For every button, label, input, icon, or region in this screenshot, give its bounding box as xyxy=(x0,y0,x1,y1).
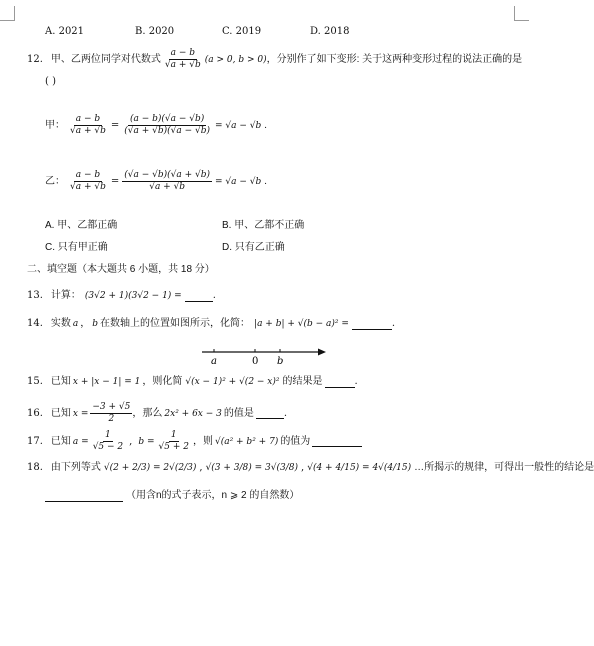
answer-blank[interactable] xyxy=(312,436,362,447)
q12-stem-text: 甲、乙两位同学对代数式 xyxy=(50,53,161,65)
q12-option-d: D. 只有乙正确 xyxy=(222,242,285,253)
q17-text: 已知 xyxy=(50,435,71,447)
q16-variable: x = xyxy=(72,408,89,419)
q18-equation-2: √(3 + 3/8) = 3√(3/8) xyxy=(205,463,299,473)
var-b: b xyxy=(92,319,99,329)
label-b: b xyxy=(277,356,284,367)
q12-option-a: A. 甲、乙都正确 xyxy=(45,220,118,231)
q12-condition: (a > 0, b > 0) xyxy=(204,54,267,65)
q17-expression: √(a² + b² + 7) xyxy=(214,436,279,447)
q18-text-2: …所揭示的规律，可得出一般性的结论是 xyxy=(414,462,594,473)
q14-text-3: 在数轴上的位置如图所示，化简： xyxy=(100,318,251,329)
fraction-denominator: √a + √b xyxy=(70,126,106,136)
q17-text-3: 的值为 xyxy=(280,435,311,447)
q11-option-a: A. 2021 xyxy=(45,26,85,37)
fraction-denominator: (√a + √b)(√a − √b) xyxy=(124,126,211,136)
q15-text-2: ，则化简 xyxy=(142,376,183,387)
q15-text-3: 的结果是 xyxy=(282,376,323,387)
q16-end: . xyxy=(283,407,288,419)
number-line-arrow xyxy=(318,349,326,356)
q16-text-3: 的值是 xyxy=(223,407,254,419)
fraction-numerator: a − b xyxy=(75,170,101,180)
q15-end: . xyxy=(354,376,358,387)
fraction-numerator: a − b xyxy=(75,114,101,124)
q12-jia-derivation: 甲： $\frac{a - b}{√a + √b}$ = $\frac{(a - b)(√a - √b)}{(√a + √b)(√a - √b)}$ = √a − √b . xyxy=(45,114,267,136)
q12-answer-paren: ( ) xyxy=(45,76,56,87)
answer-blank[interactable] xyxy=(352,319,392,330)
question-number: 16. xyxy=(27,407,43,419)
q17-var-a: a = xyxy=(72,436,89,447)
q18-text: 由下列等式 xyxy=(50,462,101,473)
q14-end: . xyxy=(391,318,396,329)
q17: 17. 已知 a = $\frac{1}{√5 - 2}$ , b = $\frac{1}{√5 + 2}$ ，则 √(a² + b² + 7) 的值为 xyxy=(27,430,362,453)
q18-equation-1: √(2 + 2/3) = 2√(2/3) xyxy=(103,463,197,473)
jia-label: 甲： xyxy=(45,119,65,131)
yi-label: 乙： xyxy=(45,175,65,187)
question-number: 12. xyxy=(27,53,43,65)
q13-end: . xyxy=(212,290,216,301)
q18-equation-3: √(4 + 4/15) = 4√(4/15) xyxy=(307,463,412,473)
question-number: 17. xyxy=(27,435,43,447)
q12-yi-derivation: 乙： $\frac{a - b}{√a + √b}$ = $\frac{(√a - √b)(√a + √b)}{√a + √b}$ = √a − √b . xyxy=(45,170,267,192)
label-0: 0 xyxy=(252,356,259,367)
fraction-numerator: a − b xyxy=(170,48,196,58)
fraction-denominator: √a + √b xyxy=(164,60,201,70)
q16-text-2: ，那么 xyxy=(132,407,163,419)
fraction-denominator: √a + √b xyxy=(149,182,186,192)
q11-option-d: D. 2018 xyxy=(310,26,350,37)
q14 xyxy=(27,318,395,330)
q11-option-b: B. 2020 xyxy=(135,26,175,37)
fraction-numerator: −3 + √5 xyxy=(92,402,131,412)
q12-stem-text-2: ，分别作了如下变形: 关于这两种变形过程的说法正确的是 xyxy=(266,53,523,65)
jia-result: = √a − √b . xyxy=(215,120,267,131)
question-number: 15. xyxy=(27,376,43,387)
yi-result: = √a − √b . xyxy=(215,176,267,187)
q16-expression: 2x² + 6x − 3 xyxy=(164,408,222,419)
fraction-denominator: √a + √b xyxy=(70,182,106,192)
q15-expression: √(x − 1)² + √(2 − x)² xyxy=(185,377,280,387)
corner-mark-right xyxy=(514,6,529,21)
q12-stem xyxy=(27,48,522,71)
q15-condition: x + |x − 1| = 1 xyxy=(72,377,141,387)
section-heading: 二、填空题（本大题共 6 小题，共 18 分） xyxy=(27,264,215,275)
q18-instruction: （用含n的式子表示，n ⩾ 2 的自然数） xyxy=(126,490,300,501)
q18: 18. 由下列等式 √(2 + 2/3) = 2√(2/3) , √(3 + 3/8) = 3√(3/8) , √(4 + 4/15) = 4√(4/15) …所揭示的规律，可得出一般性的结论是 xyxy=(27,462,594,473)
answer-blank[interactable] xyxy=(325,377,355,388)
var-a: a xyxy=(72,319,79,329)
q11-option-c: C. 2019 xyxy=(222,26,262,37)
fraction-numerator: 1 xyxy=(170,430,177,440)
number-line xyxy=(200,344,330,368)
fraction-denominator: √5 + 2 xyxy=(158,442,189,452)
q17-text-2: ，则 xyxy=(192,435,213,447)
fraction-denominator: √5 − 2 xyxy=(92,442,124,452)
q14-text: 实数 xyxy=(50,318,71,329)
answer-blank[interactable] xyxy=(185,291,213,302)
q18-line-2 xyxy=(45,490,299,502)
q14-expression: |a + b| + √(b − a)² = xyxy=(254,319,349,329)
q13 xyxy=(27,290,216,302)
q12-option-c: C. 只有甲正确 xyxy=(45,242,108,253)
fraction-numerator: (√a − √b)(√a + √b) xyxy=(124,170,211,180)
fraction-denominator: 2 xyxy=(108,414,115,424)
q14-text-2: ， xyxy=(80,318,91,329)
q12-option-b: B. 甲、乙都不正确 xyxy=(222,220,305,231)
question-number: 13. xyxy=(27,290,43,301)
q16-text: 已知 xyxy=(50,407,71,419)
answer-blank[interactable] xyxy=(45,491,123,502)
fraction-numerator: (a − b)(√a − √b) xyxy=(129,114,205,124)
q15-text: 已知 xyxy=(50,376,71,387)
question-number: 18. xyxy=(27,462,43,473)
fraction-numerator: 1 xyxy=(105,430,111,440)
q13-expression: (3√2 + 1)(3√2 − 1) = xyxy=(84,291,182,301)
q15 xyxy=(27,376,358,388)
corner-mark-left xyxy=(0,6,15,21)
q16 xyxy=(27,402,287,425)
q12-expression xyxy=(163,48,203,71)
answer-blank[interactable] xyxy=(256,408,284,419)
q17-var-b: b = xyxy=(138,436,155,447)
label-a: a xyxy=(211,356,217,367)
q13-text: 计算： xyxy=(50,290,81,301)
question-number: 14. xyxy=(27,318,43,329)
